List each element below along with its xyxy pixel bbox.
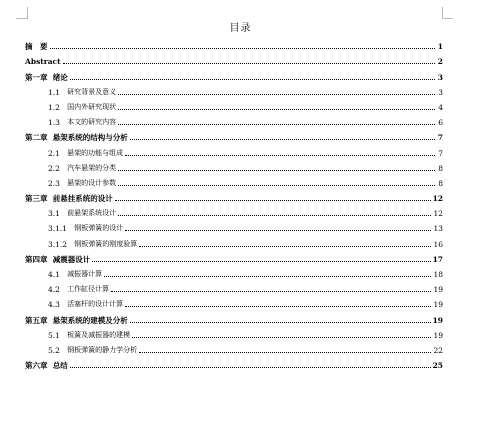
toc-entry-number: Abstract: [25, 57, 61, 67]
toc-entry-number: 第三章: [25, 194, 48, 204]
toc-entry-gap: [60, 149, 67, 158]
toc-entry-page: 19: [432, 315, 443, 325]
toc-entry-page: 3: [438, 87, 443, 97]
toc-entry-number: 2.1: [48, 148, 60, 158]
toc-entry-title: 绪论: [52, 72, 68, 82]
toc-entry-number: 3.1.2: [48, 239, 68, 249]
toc-leader-dots: [104, 275, 431, 277]
toc-entry-number: 5.2: [48, 345, 60, 355]
toc-entry-page: 18: [433, 270, 443, 279]
toc-entry-title: 悬架的功能与组成: [67, 148, 124, 157]
toc-entry[interactable]: [25, 97, 443, 112]
toc-leader-dots: [70, 366, 431, 368]
toc-entry-title: 减振器计算: [67, 270, 103, 278]
toc-leader-dots: [50, 47, 436, 49]
toc-entry-page: 19: [433, 300, 443, 310]
toc-entry-title: 悬架系统的结构与分析: [52, 133, 128, 143]
toc-leader-dots: [111, 290, 431, 292]
toc-entry[interactable]: [25, 158, 443, 173]
toc-entry-gap: [67, 240, 74, 249]
toc-entry[interactable]: [25, 309, 443, 324]
toc-leader-dots: [118, 93, 435, 95]
toc-leader-dots: [130, 321, 431, 323]
toc-entry-page: 2: [437, 57, 443, 67]
toc-entry-gap: [60, 331, 67, 340]
toc-entry-page: 8: [438, 163, 443, 173]
toc-entry[interactable]: [25, 249, 443, 264]
toc-list: [25, 36, 443, 370]
toc-leader-dots: [118, 184, 435, 186]
toc-leader-dots: [130, 138, 435, 140]
toc-entry-title: 工作缸径计算: [67, 285, 110, 294]
toc-entry-page: 12: [433, 209, 443, 219]
toc-entry-number: 第五章: [25, 315, 48, 325]
toc-leader-dots: [118, 123, 435, 125]
toc-entry[interactable]: [25, 218, 443, 233]
toc-entry-number: 摘 要: [25, 42, 48, 52]
toc-entry-number: 2.3: [48, 178, 60, 188]
toc-entry-title: 本文的研究内容: [67, 118, 117, 127]
toc-entry[interactable]: [25, 279, 443, 294]
toc-leader-dots: [115, 199, 431, 201]
toc-entry-number: 第六章: [25, 361, 48, 371]
toc-leader-dots: [70, 78, 435, 80]
toc-entry-title: 钢板弹簧的静力学分析: [67, 345, 138, 354]
toc-leader-dots: [132, 336, 431, 338]
toc-leader-dots: [118, 169, 435, 171]
corner-mark-top-left-v: [27, 7, 28, 19]
toc-entry-gap: [60, 209, 67, 218]
toc-entry-number: 5.1: [48, 330, 60, 340]
toc-entry[interactable]: [25, 203, 443, 218]
toc-entry-page: 7: [438, 148, 443, 158]
toc-entry-title: 前悬架系统设计: [67, 209, 117, 218]
toc-entry[interactable]: [25, 173, 443, 188]
toc-entry-gap: [60, 88, 67, 97]
corner-mark-top-right-v: [442, 7, 443, 19]
toc-entry-title: 总结: [52, 361, 68, 371]
toc-entry-title: 活塞杆的设计计算: [67, 300, 124, 309]
toc-entry[interactable]: [25, 264, 443, 279]
toc-entry-page: 1: [437, 42, 443, 52]
toc-entry-page: 17: [432, 254, 443, 264]
toc-entry-title: 悬架的设计参数: [67, 178, 117, 187]
toc-entry-number: 1.3: [48, 118, 60, 128]
toc-entry-number: 4.1: [48, 270, 60, 279]
toc-entry-title: 研究背景及意义: [67, 87, 117, 96]
toc-entry[interactable]: [25, 325, 443, 340]
toc-leader-dots: [139, 245, 431, 247]
toc-entry-title: 国内外研究现状: [67, 102, 117, 111]
toc-entry-gap: [60, 300, 67, 309]
toc-entry[interactable]: [25, 66, 443, 81]
toc-entry[interactable]: [25, 127, 443, 142]
toc-entry[interactable]: [25, 82, 443, 97]
toc-title: 目录: [229, 23, 252, 34]
toc-entry-title: 减震器设计: [52, 254, 91, 264]
toc-entry-number: 3.1.1: [48, 224, 68, 234]
toc-entry-title: 钢板弹簧的刚度验算: [74, 239, 138, 248]
toc-entry-page: 7: [437, 133, 443, 143]
toc-entry-number: 4.2: [48, 285, 60, 295]
toc-entry[interactable]: [25, 294, 443, 309]
toc-entry-page: 12: [432, 194, 443, 204]
toc-entry-number: 第一章: [25, 72, 48, 82]
toc-entry-gap: [60, 118, 67, 127]
toc-entry-page: 19: [433, 330, 443, 340]
toc-entry-title: 汽车悬架的分类: [67, 163, 117, 172]
toc-entry[interactable]: [25, 188, 443, 203]
toc-entry-number: 3.1: [48, 209, 60, 219]
toc-entry[interactable]: [25, 112, 443, 127]
toc-entry-gap: [67, 224, 74, 233]
toc-entry-page: 8: [438, 178, 443, 188]
toc-entry[interactable]: [25, 355, 443, 370]
toc-entry-number: 4.3: [48, 300, 60, 310]
toc-leader-dots: [139, 351, 431, 353]
toc-entry-title: 悬架系统的建模及分析: [52, 315, 128, 325]
toc-entry[interactable]: [25, 233, 443, 248]
toc-leader-dots: [125, 229, 431, 231]
toc-entry-page: 6: [438, 118, 443, 128]
toc-leader-dots: [125, 154, 435, 156]
toc-entry[interactable]: [25, 51, 443, 66]
toc-entry-page: 13: [433, 224, 443, 234]
toc-entry-page: 3: [437, 72, 443, 82]
toc-leader-dots: [125, 305, 431, 307]
toc-entry-title: 钢板弹簧的设计: [74, 224, 124, 233]
toc-entry[interactable]: [25, 340, 443, 355]
toc-leader-dots: [92, 260, 430, 262]
toc-entry-number: 1.1: [48, 87, 60, 97]
toc-entry-gap: [60, 179, 67, 188]
toc-entry-page: 4: [438, 102, 443, 112]
toc-entry-page: 19: [433, 285, 443, 295]
toc-entry-gap: [60, 270, 67, 279]
toc-entry[interactable]: [25, 142, 443, 157]
toc-leader-dots: [118, 214, 431, 216]
toc-entry-page: 22: [433, 345, 443, 355]
toc-entry-title: 前悬挂系统的设计: [52, 194, 113, 204]
toc-entry-gap: [60, 164, 67, 173]
toc-entry-gap: [60, 346, 67, 355]
toc-entry-number: 第二章: [25, 133, 48, 143]
toc-entry-gap: [60, 285, 67, 294]
toc-entry-number: 第四章: [25, 254, 48, 264]
toc-entry[interactable]: [25, 36, 443, 51]
toc-entry-gap: [60, 103, 67, 112]
toc-leader-dots: [63, 62, 435, 64]
toc-entry-title: 板簧及减振器的建模: [67, 330, 131, 339]
toc-entry-page: 16: [433, 239, 443, 249]
toc-entry-number: 2.2: [48, 163, 60, 173]
toc-entry-page: 25: [432, 361, 443, 371]
toc-leader-dots: [118, 108, 435, 110]
toc-entry-number: 1.2: [48, 102, 60, 112]
